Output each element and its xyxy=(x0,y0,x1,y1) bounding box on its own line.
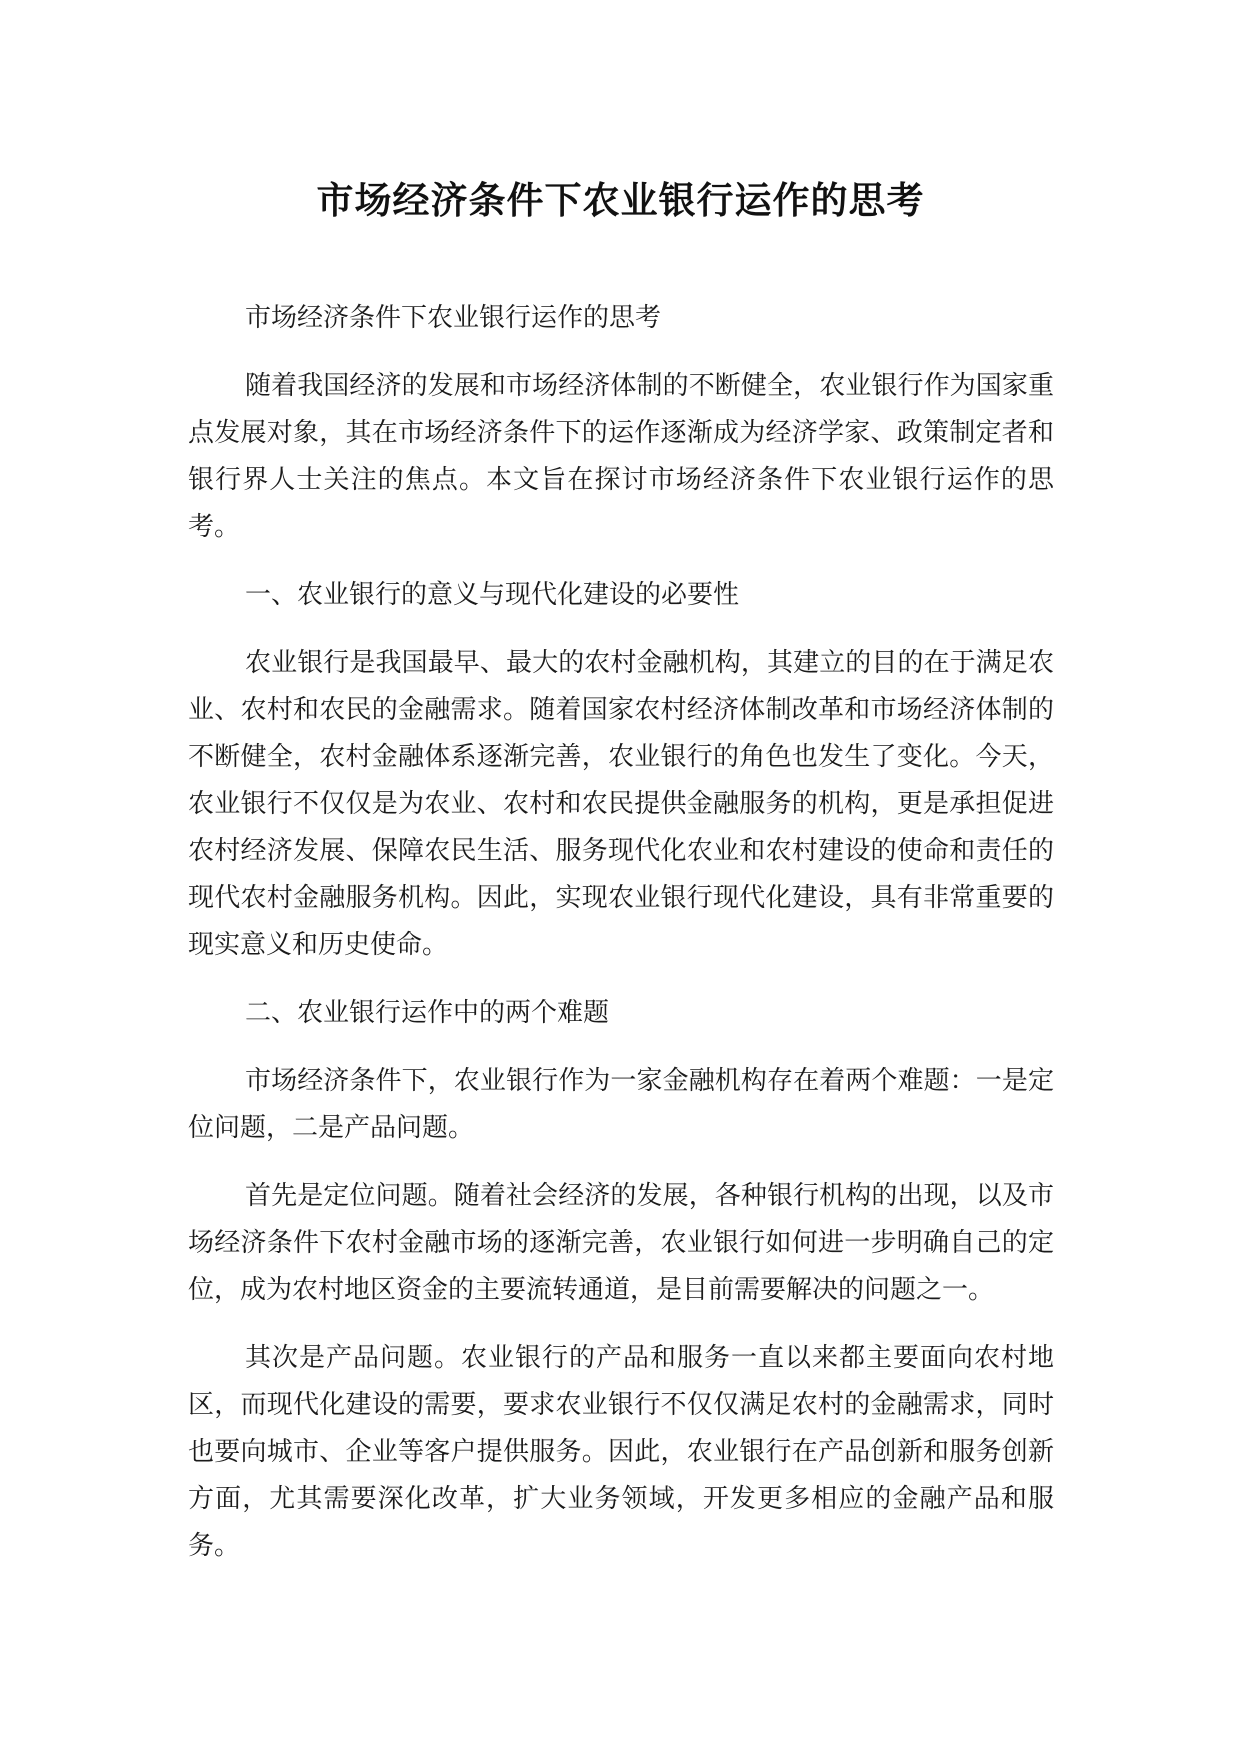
document-body xyxy=(188,295,1054,1591)
paragraph-intro: 随着我国经济的发展和市场经济体制的不断健全，农业银行作为国家重点发展对象，其在市场经济条件下的运作逐渐成为经济学家、政策制定者和银行界人士关注的焦点。本文旨在探讨市场经济条件下农业银行运作的思考。 xyxy=(188,371,1054,542)
section-heading-1: 一、农业银行的意义与现代化建设的必要性 xyxy=(245,580,740,610)
document-title: 市场经济条件下农业银行运作的思考 xyxy=(316,179,925,222)
paragraph-subtitle: 市场经济条件下农业银行运作的思考 xyxy=(245,303,662,333)
paragraph-products: 其次是产品问题。农业银行的产品和服务一直以来都主要面向农村地区，而现代化建设的需要，要求农业银行不仅仅满足农村的金融需求，同时也要向城市、企业等客户提供服务。因此，农业银行在产品创新和服务创新方面，尤其需要深化改革，扩大业务领域，开发更多相应的金融产品和服务。 xyxy=(188,1343,1054,1561)
paragraph-two-problems: 市场经济条件下，农业银行作为一家金融机构存在着两个难题：一是定位问题，二是产品问题。 xyxy=(188,1066,1054,1143)
paragraph-significance: 农业银行是我国最早、最大的农村金融机构，其建立的目的在于满足农业、农村和农民的金融需求。随着国家农村经济体制改革和市场经济体制的不断健全，农村金融体系逐渐完善，农业银行的角色也发生了变化。今天，农业银行不仅仅是为农业、农村和农民提供金融服务的机构，更是承担促进农村经济发展、保障农民生活、服务现代化农业和农村建设的使命和责任的现代农村金融服务机构。因此，实现农业银行现代化建设，具有非常重要的现实意义和历史使命。 xyxy=(188,648,1054,960)
section-heading-2: 二、农业银行运作中的两个难题 xyxy=(245,998,610,1028)
paragraph-positioning: 首先是定位问题。随着社会经济的发展，各种银行机构的出现，以及市场经济条件下农村金融市场的逐渐完善，农业银行如何进一步明确自己的定位，成为农村地区资金的主要流转通道，是目前需要解决的问题之一。 xyxy=(188,1181,1054,1305)
